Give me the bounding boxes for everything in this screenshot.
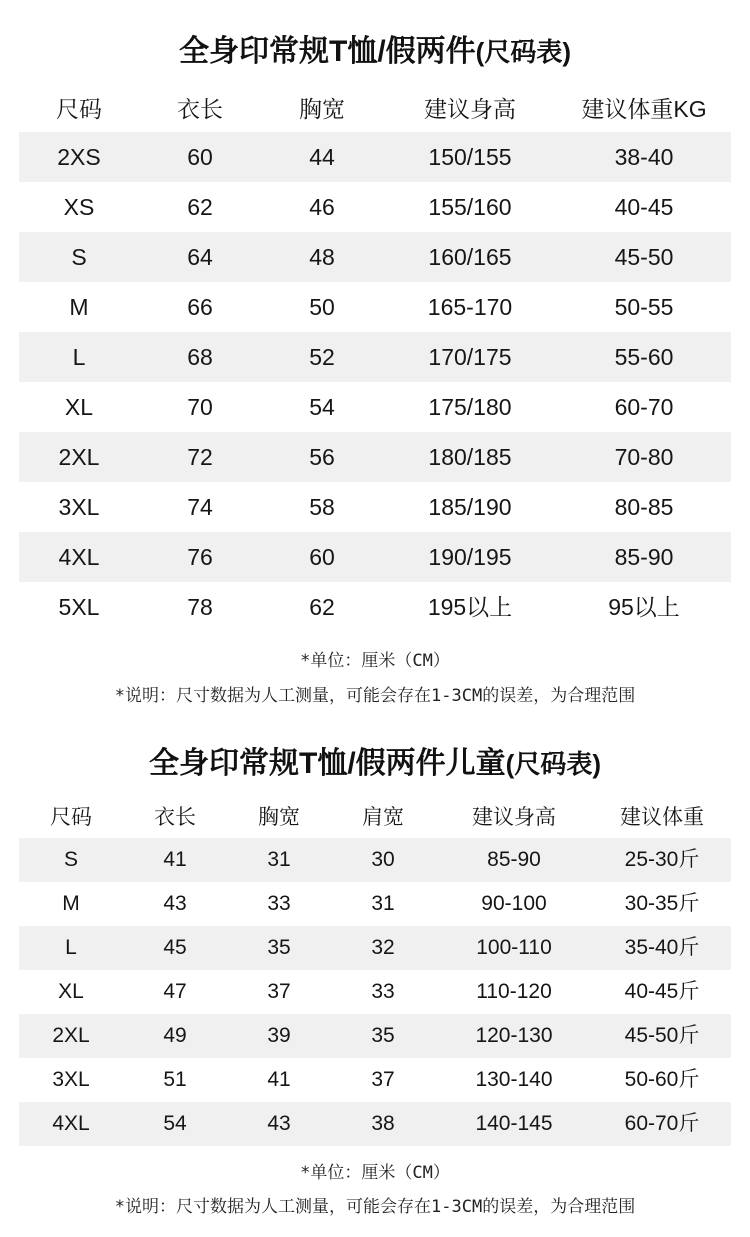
cell-size: 5XL [19,582,139,632]
table-row [19,232,731,282]
adult-col-header-weight: 建议体重KG [557,86,731,132]
table-row [19,582,731,632]
adult-title-main: 全身印常规T恤/假两件 [179,35,476,68]
cell-height: 130-140 [435,1058,593,1102]
cell-chest: 44 [261,132,383,182]
kids-title-paren: (尺码表) [505,749,601,779]
cell-length: 51 [123,1058,227,1102]
cell-length: 66 [139,282,261,332]
cell-weight: 35-40斤 [593,926,731,970]
table-row [19,1014,731,1058]
cell-shoulder: 33 [331,970,435,1014]
cell-weight: 40-45斤 [593,970,731,1014]
cell-size: 2XL [19,1014,123,1058]
cell-height: 190/195 [383,532,557,582]
cell-length: 60 [139,132,261,182]
table-row [19,482,731,532]
cell-length: 74 [139,482,261,532]
table-row [19,432,731,482]
cell-height: 165-170 [383,282,557,332]
cell-length: 49 [123,1014,227,1058]
cell-weight: 50-60斤 [593,1058,731,1102]
cell-size: 2XS [19,132,139,182]
cell-chest: 56 [261,432,383,482]
kids-col-header-length: 衣长 [123,798,227,838]
cell-shoulder: 32 [331,926,435,970]
table-row [19,282,731,332]
cell-height: 110-120 [435,970,593,1014]
cell-weight: 85-90 [557,532,731,582]
cell-chest: 50 [261,282,383,332]
table-row [19,838,731,882]
cell-size: L [19,332,139,382]
cell-height: 175/180 [383,382,557,432]
cell-height: 195以上 [383,582,557,632]
adult-table-header-row [19,86,731,132]
cell-length: 47 [123,970,227,1014]
cell-length: 64 [139,232,261,282]
kids-col-header-height: 建议身高 [435,798,593,838]
adult-section-title [0,0,750,86]
cell-height: 85-90 [435,838,593,882]
table-row [19,1102,731,1146]
cell-chest: 54 [261,382,383,432]
cell-size: XL [19,382,139,432]
kids-col-header-weight: 建议体重 [593,798,731,838]
cell-shoulder: 38 [331,1102,435,1146]
cell-length: 41 [123,838,227,882]
kids-size-section [0,712,750,1223]
table-row [19,332,731,382]
cell-length: 62 [139,182,261,232]
cell-height: 155/160 [383,182,557,232]
cell-weight: 50-55 [557,282,731,332]
cell-size: S [19,838,123,882]
cell-length: 68 [139,332,261,382]
cell-size: 3XL [19,482,139,532]
table-row [19,532,731,582]
cell-chest: 35 [227,926,331,970]
adult-col-header-chest: 胸宽 [261,86,383,132]
adult-col-header-height: 建议身高 [383,86,557,132]
cell-chest: 31 [227,838,331,882]
cell-height: 100-110 [435,926,593,970]
cell-length: 45 [123,926,227,970]
adult-size-table [19,86,731,632]
cell-shoulder: 35 [331,1014,435,1058]
cell-weight: 45-50 [557,232,731,282]
kids-table-header-row [19,798,731,838]
cell-chest: 37 [227,970,331,1014]
table-row [19,132,731,182]
cell-weight: 60-70 [557,382,731,432]
adult-col-header-size: 尺码 [19,86,139,132]
adult-col-header-length: 衣长 [139,86,261,132]
cell-size: S [19,232,139,282]
cell-height: 140-145 [435,1102,593,1146]
kids-col-header-shoulder: 肩宽 [331,798,435,838]
cell-shoulder: 30 [331,838,435,882]
cell-size: XL [19,970,123,1014]
cell-height: 180/185 [383,432,557,482]
table-row [19,1058,731,1102]
cell-shoulder: 37 [331,1058,435,1102]
table-row [19,926,731,970]
cell-height: 120-130 [435,1014,593,1058]
cell-size: XS [19,182,139,232]
cell-chest: 41 [227,1058,331,1102]
table-row [19,182,731,232]
cell-weight: 40-45 [557,182,731,232]
cell-chest: 52 [261,332,383,382]
cell-chest: 60 [261,532,383,582]
cell-weight: 45-50斤 [593,1014,731,1058]
cell-length: 72 [139,432,261,482]
kids-unit-note: *单位：厘米（CM） [300,1163,450,1183]
cell-length: 70 [139,382,261,432]
cell-chest: 58 [261,482,383,532]
cell-length: 78 [139,582,261,632]
cell-length: 76 [139,532,261,582]
cell-chest: 48 [261,232,383,282]
cell-chest: 33 [227,882,331,926]
cell-length: 43 [123,882,227,926]
cell-size: 4XL [19,1102,123,1146]
kids-col-header-size: 尺码 [19,798,123,838]
cell-shoulder: 31 [331,882,435,926]
cell-chest: 43 [227,1102,331,1146]
cell-chest: 46 [261,182,383,232]
cell-weight: 25-30斤 [593,838,731,882]
cell-size: M [19,282,139,332]
cell-weight: 60-70斤 [593,1102,731,1146]
cell-weight: 38-40 [557,132,731,182]
cell-chest: 39 [227,1014,331,1058]
table-row [19,382,731,432]
cell-chest: 62 [261,582,383,632]
cell-height: 170/175 [383,332,557,382]
adult-measurement-note: *说明：尺寸数据为人工测量，可能会存在1-3CM的误差，为合理范围 [114,686,636,706]
cell-weight: 80-85 [557,482,731,532]
cell-height: 90-100 [435,882,593,926]
kids-col-header-chest: 胸宽 [227,798,331,838]
cell-weight: 30-35斤 [593,882,731,926]
kids-section-title [0,712,750,798]
cell-size: M [19,882,123,926]
kids-size-table [19,798,731,1146]
table-row [19,882,731,926]
cell-weight: 55-60 [557,332,731,382]
cell-size: 3XL [19,1058,123,1102]
cell-size: 4XL [19,532,139,582]
cell-height: 160/165 [383,232,557,282]
cell-size: 2XL [19,432,139,482]
kids-measurement-note: *说明：尺寸数据为人工测量，可能会存在1-3CM的误差，为合理范围 [114,1197,636,1217]
adult-title-paren: (尺码表) [475,37,571,67]
adult-unit-note: *单位：厘米（CM） [300,651,450,671]
table-row [19,970,731,1014]
kids-title-main: 全身印常规T恤/假两件儿童 [149,747,506,780]
cell-weight: 70-80 [557,432,731,482]
cell-weight: 95以上 [557,582,731,632]
cell-size: L [19,926,123,970]
cell-length: 54 [123,1102,227,1146]
cell-height: 150/155 [383,132,557,182]
cell-height: 185/190 [383,482,557,532]
